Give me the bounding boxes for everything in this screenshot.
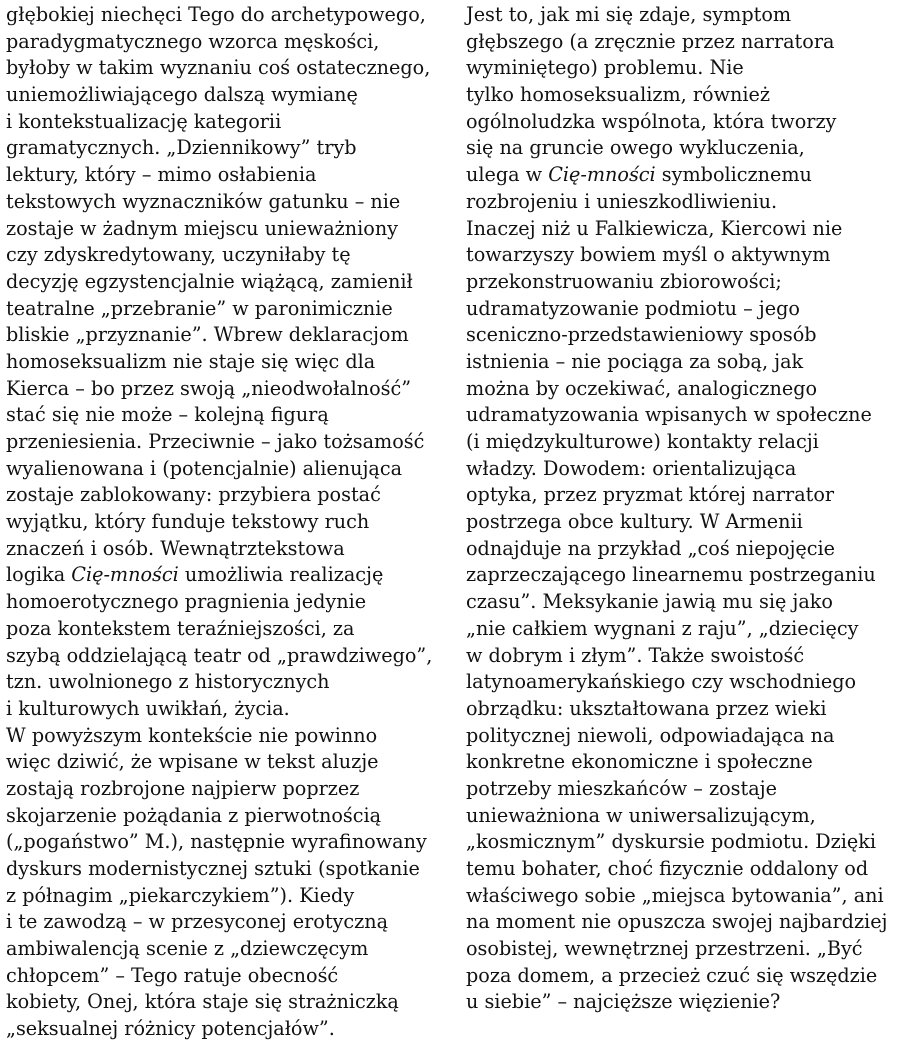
text-segment: osobistej, wewnętrznej przestrzeni. „Być <box>466 937 863 961</box>
text-line <box>6 109 451 136</box>
text-line <box>6 829 451 856</box>
text-line <box>466 216 898 243</box>
text-segment: symbolicznemu <box>655 163 812 187</box>
text-line <box>6 669 451 696</box>
text-line <box>6 402 451 429</box>
text-segment: politycznej niewoli, odpowiadająca na <box>466 723 835 747</box>
text-line <box>466 269 898 296</box>
text-line <box>6 616 451 643</box>
text-line <box>466 803 898 830</box>
text-line <box>466 109 898 136</box>
text-line <box>466 429 898 456</box>
text-segment: skojarzenie pożądania z pierwotnością <box>6 803 382 827</box>
text-line <box>6 963 451 990</box>
text-segment: unieważniona w uniwersalizującym, <box>466 803 816 827</box>
text-segment: można by oczekiwać, analogicznego <box>466 376 818 400</box>
text-line <box>6 349 451 376</box>
text-segment: lektury, który – mimo osłabienia <box>6 163 317 187</box>
text-segment: czasu”. Meksykanie jawią mu się jako <box>466 590 833 614</box>
text-segment: przekonstruowaniu zbiorowości; <box>466 269 782 293</box>
text-line <box>466 189 898 216</box>
text-line <box>466 2 898 29</box>
text-segment: przeniesienia. Przeciwnie – jako tożsamość <box>6 430 425 453</box>
text-segment: udramatyzowania wpisanych w społeczne <box>466 403 872 427</box>
text-line <box>6 269 451 296</box>
text-segment: latynoamerykańskiego czy wschodniego <box>466 670 857 694</box>
text-segment: ambiwalencją scenie z „dziewczęcym <box>6 937 369 961</box>
text-line <box>6 989 451 1016</box>
text-segment: istnienia – nie pociąga za sobą, jak <box>466 349 804 373</box>
text-segment: tekstowych wyznaczników gatunku – nie <box>6 189 401 213</box>
text-segment: wyminiętego) problemu. Nie <box>466 56 744 80</box>
text-line <box>466 456 898 483</box>
text-line <box>466 536 898 563</box>
text-segment: zostaje zablokowany: przybiera postać <box>6 483 381 507</box>
text-segment: i te zawodzą – w przesyconej erotyczną <box>6 910 389 934</box>
text-line <box>6 562 451 589</box>
text-line <box>466 776 898 803</box>
text-segment: optyka, przez pryzmat której narrator <box>466 483 835 507</box>
text-line <box>6 216 451 243</box>
text-line <box>466 723 898 750</box>
text-line <box>466 135 898 162</box>
text-line <box>466 669 898 696</box>
text-segment: z półnagim „piekarczykiem”). Kiedy <box>6 883 355 907</box>
text-segment: w dobrym i złym”. Także swoistość <box>466 643 805 667</box>
text-segment: (i międzykulturowe) kontakty relacji <box>466 430 819 453</box>
text-segment: rozbrojeniu i unieszkodliwieniu. <box>466 189 778 213</box>
text-line <box>466 349 898 376</box>
text-line <box>466 402 898 429</box>
italic-title: Cię-mności <box>548 163 656 187</box>
text-line <box>466 82 898 109</box>
text-line <box>6 643 451 670</box>
text-segment: sceniczno-przedstawieniowy sposób <box>466 323 817 347</box>
text-line <box>466 989 898 1016</box>
text-line <box>6 1016 451 1043</box>
text-segment: homoerotycznego pragnienia jedynie <box>6 590 367 614</box>
text-segment: zostają rozbrojone najpierw poprzez <box>6 776 360 800</box>
text-line <box>466 643 898 670</box>
text-segment: Kierca – bo przez swoją „nieodwołalność” <box>6 376 412 400</box>
text-segment: i kulturowych uwikłań, życia. <box>6 696 290 720</box>
text-line <box>466 749 898 776</box>
text-line <box>6 376 451 403</box>
text-line <box>6 936 451 963</box>
text-line <box>466 936 898 963</box>
text-line <box>466 589 898 616</box>
text-segment: temu bohater, choć fizycznie oddalony od <box>466 857 869 880</box>
text-segment: zostaje w żadnym miejscu unieważniony <box>6 216 399 240</box>
text-line <box>466 909 898 936</box>
text-segment: odnajduje na przykład „coś niepojęcie <box>466 536 836 560</box>
text-line <box>466 55 898 82</box>
text-segment: dyskurs modernistycznej sztuki (spotkanie <box>6 857 420 880</box>
italic-title: Cię-mności <box>71 563 179 587</box>
text-line <box>6 776 451 803</box>
text-line <box>466 296 898 323</box>
text-segment: u siebie” – najcięższe więzienie? <box>466 990 781 1014</box>
text-line <box>466 322 898 349</box>
text-segment: czy zdyskredytowany, uczyniłaby tę <box>6 243 351 267</box>
text-column-right <box>466 2 898 1016</box>
text-line <box>466 29 898 56</box>
text-line <box>466 562 898 589</box>
text-segment: szybą oddzielającą teatr od „prawdziwego”, <box>6 643 433 667</box>
text-line <box>6 536 451 563</box>
text-line <box>466 162 898 189</box>
text-segment: więc dziwić, że wpisane w tekst aluzje <box>6 750 379 774</box>
text-line <box>466 963 898 990</box>
text-line <box>6 803 451 830</box>
text-segment: („pogaństwo” M.), następnie wyrafinowany <box>6 830 427 854</box>
text-line <box>466 376 898 403</box>
text-line <box>6 2 451 29</box>
text-segment: W powyższym kontekście nie powinno <box>6 723 378 747</box>
text-segment: towarzyszy bowiem myśl o aktywnym <box>466 243 831 267</box>
text-column-left <box>6 2 451 1043</box>
text-segment: głębszego (a zręcznie przez narratora <box>466 29 835 53</box>
text-segment: właściwego sobie „miejsca bytowania”, ani <box>466 883 884 907</box>
text-line <box>6 82 451 109</box>
text-line <box>6 856 451 883</box>
text-line <box>6 429 451 456</box>
text-segment: „seksualnej różnicy potencjałów”. <box>6 1017 335 1041</box>
text-line <box>6 55 451 82</box>
text-line <box>6 456 451 483</box>
text-segment: chłopcem” – Tego ratuje obecność <box>6 963 339 987</box>
text-line <box>6 482 451 509</box>
text-segment: konkretne ekonomiczne i społeczne <box>466 750 813 774</box>
text-line <box>6 589 451 616</box>
text-line <box>466 829 898 856</box>
text-segment: tylko homoseksualizm, również <box>466 83 770 107</box>
text-segment: potrzeby mieszkańców – zostaje <box>466 776 777 800</box>
text-line <box>6 189 451 216</box>
text-line <box>6 135 451 162</box>
text-line <box>6 723 451 750</box>
text-segment: na moment nie opuszcza swojej najbardziej <box>466 910 888 934</box>
text-segment: i kontekstualizację kategorii <box>6 109 282 133</box>
text-line <box>6 696 451 723</box>
text-segment: znaczeń i osób. Wewnątrztekstowa <box>6 536 345 560</box>
text-segment: byłoby w takim wyznaniu coś ostatecznego, <box>6 56 431 80</box>
text-segment: wyalienowana i (potencjalnie) alienująca <box>6 456 403 480</box>
text-segment: władzy. Dowodem: orientalizująca <box>466 456 797 480</box>
text-segment: homoseksualizm nie staje się więc dla <box>6 349 376 373</box>
text-segment: uniemożliwiającego dalszą wymianę <box>6 83 358 107</box>
text-line <box>466 242 898 269</box>
text-segment: umożliwia realizację <box>178 563 384 587</box>
text-line <box>6 322 451 349</box>
text-line <box>6 883 451 910</box>
text-segment: paradygmatycznego wzorca męskości, <box>6 29 380 53</box>
text-segment: głębokiej niechęci Tego do archetypowego, <box>6 3 426 26</box>
text-segment: udramatyzowanie podmiotu – jego <box>466 296 800 320</box>
text-segment: obrządku: ukształtowana przez wieki <box>466 696 827 720</box>
text-segment: ulega w <box>466 163 549 187</box>
text-segment: ogólnoludzka wspólnota, która tworzy <box>466 109 837 133</box>
text-segment: logika <box>6 563 72 587</box>
text-line <box>466 509 898 536</box>
text-segment: decyzję egzystencjalnie wiążącą, zamienił <box>6 269 413 293</box>
text-segment: Jest to, jak mi się zdaje, symptom <box>466 3 792 26</box>
text-line <box>6 29 451 56</box>
text-segment: poza domem, a przecież czuć się wszędzie <box>466 963 878 987</box>
text-line <box>466 482 898 509</box>
text-segment: teatralne „przebranie” w paronimicznie <box>6 296 393 320</box>
text-segment: „nie całkiem wygnani z raju”, „dziecięcy <box>466 616 859 640</box>
text-segment: się na gruncie owego wykluczenia, <box>466 136 805 160</box>
text-segment: Inaczej niż u Falkiewicza, Kiercowi nie <box>466 216 843 240</box>
text-line <box>466 856 898 883</box>
text-line <box>466 616 898 643</box>
text-segment: poza kontekstem teraźniejszości, za <box>6 616 355 640</box>
text-segment: wyjątku, który funduje tekstowy ruch <box>6 510 370 534</box>
text-segment: kobiety, Onej, która staje się strażniczką <box>6 990 399 1014</box>
text-segment: postrzega obce kultury. W Armenii <box>466 510 803 534</box>
text-segment: tzn. uwolnionego z historycznych <box>6 670 330 694</box>
text-line <box>466 883 898 910</box>
text-segment: bliskie „przyznanie”. Wbrew deklaracjom <box>6 323 409 347</box>
text-segment: stać się nie może – kolejną figurą <box>6 403 329 427</box>
text-line <box>6 909 451 936</box>
text-segment: gramatycznych. „Dziennikowy” tryb <box>6 136 357 160</box>
text-line <box>466 696 898 723</box>
text-line <box>6 749 451 776</box>
text-line <box>6 296 451 323</box>
text-segment: „kosmicznym” dyskursie podmiotu. Dzięki <box>466 830 877 854</box>
text-segment: zaprzeczającego linearnemu postrzeganiu <box>466 563 876 587</box>
text-line <box>6 242 451 269</box>
text-line <box>6 162 451 189</box>
text-line <box>6 509 451 536</box>
